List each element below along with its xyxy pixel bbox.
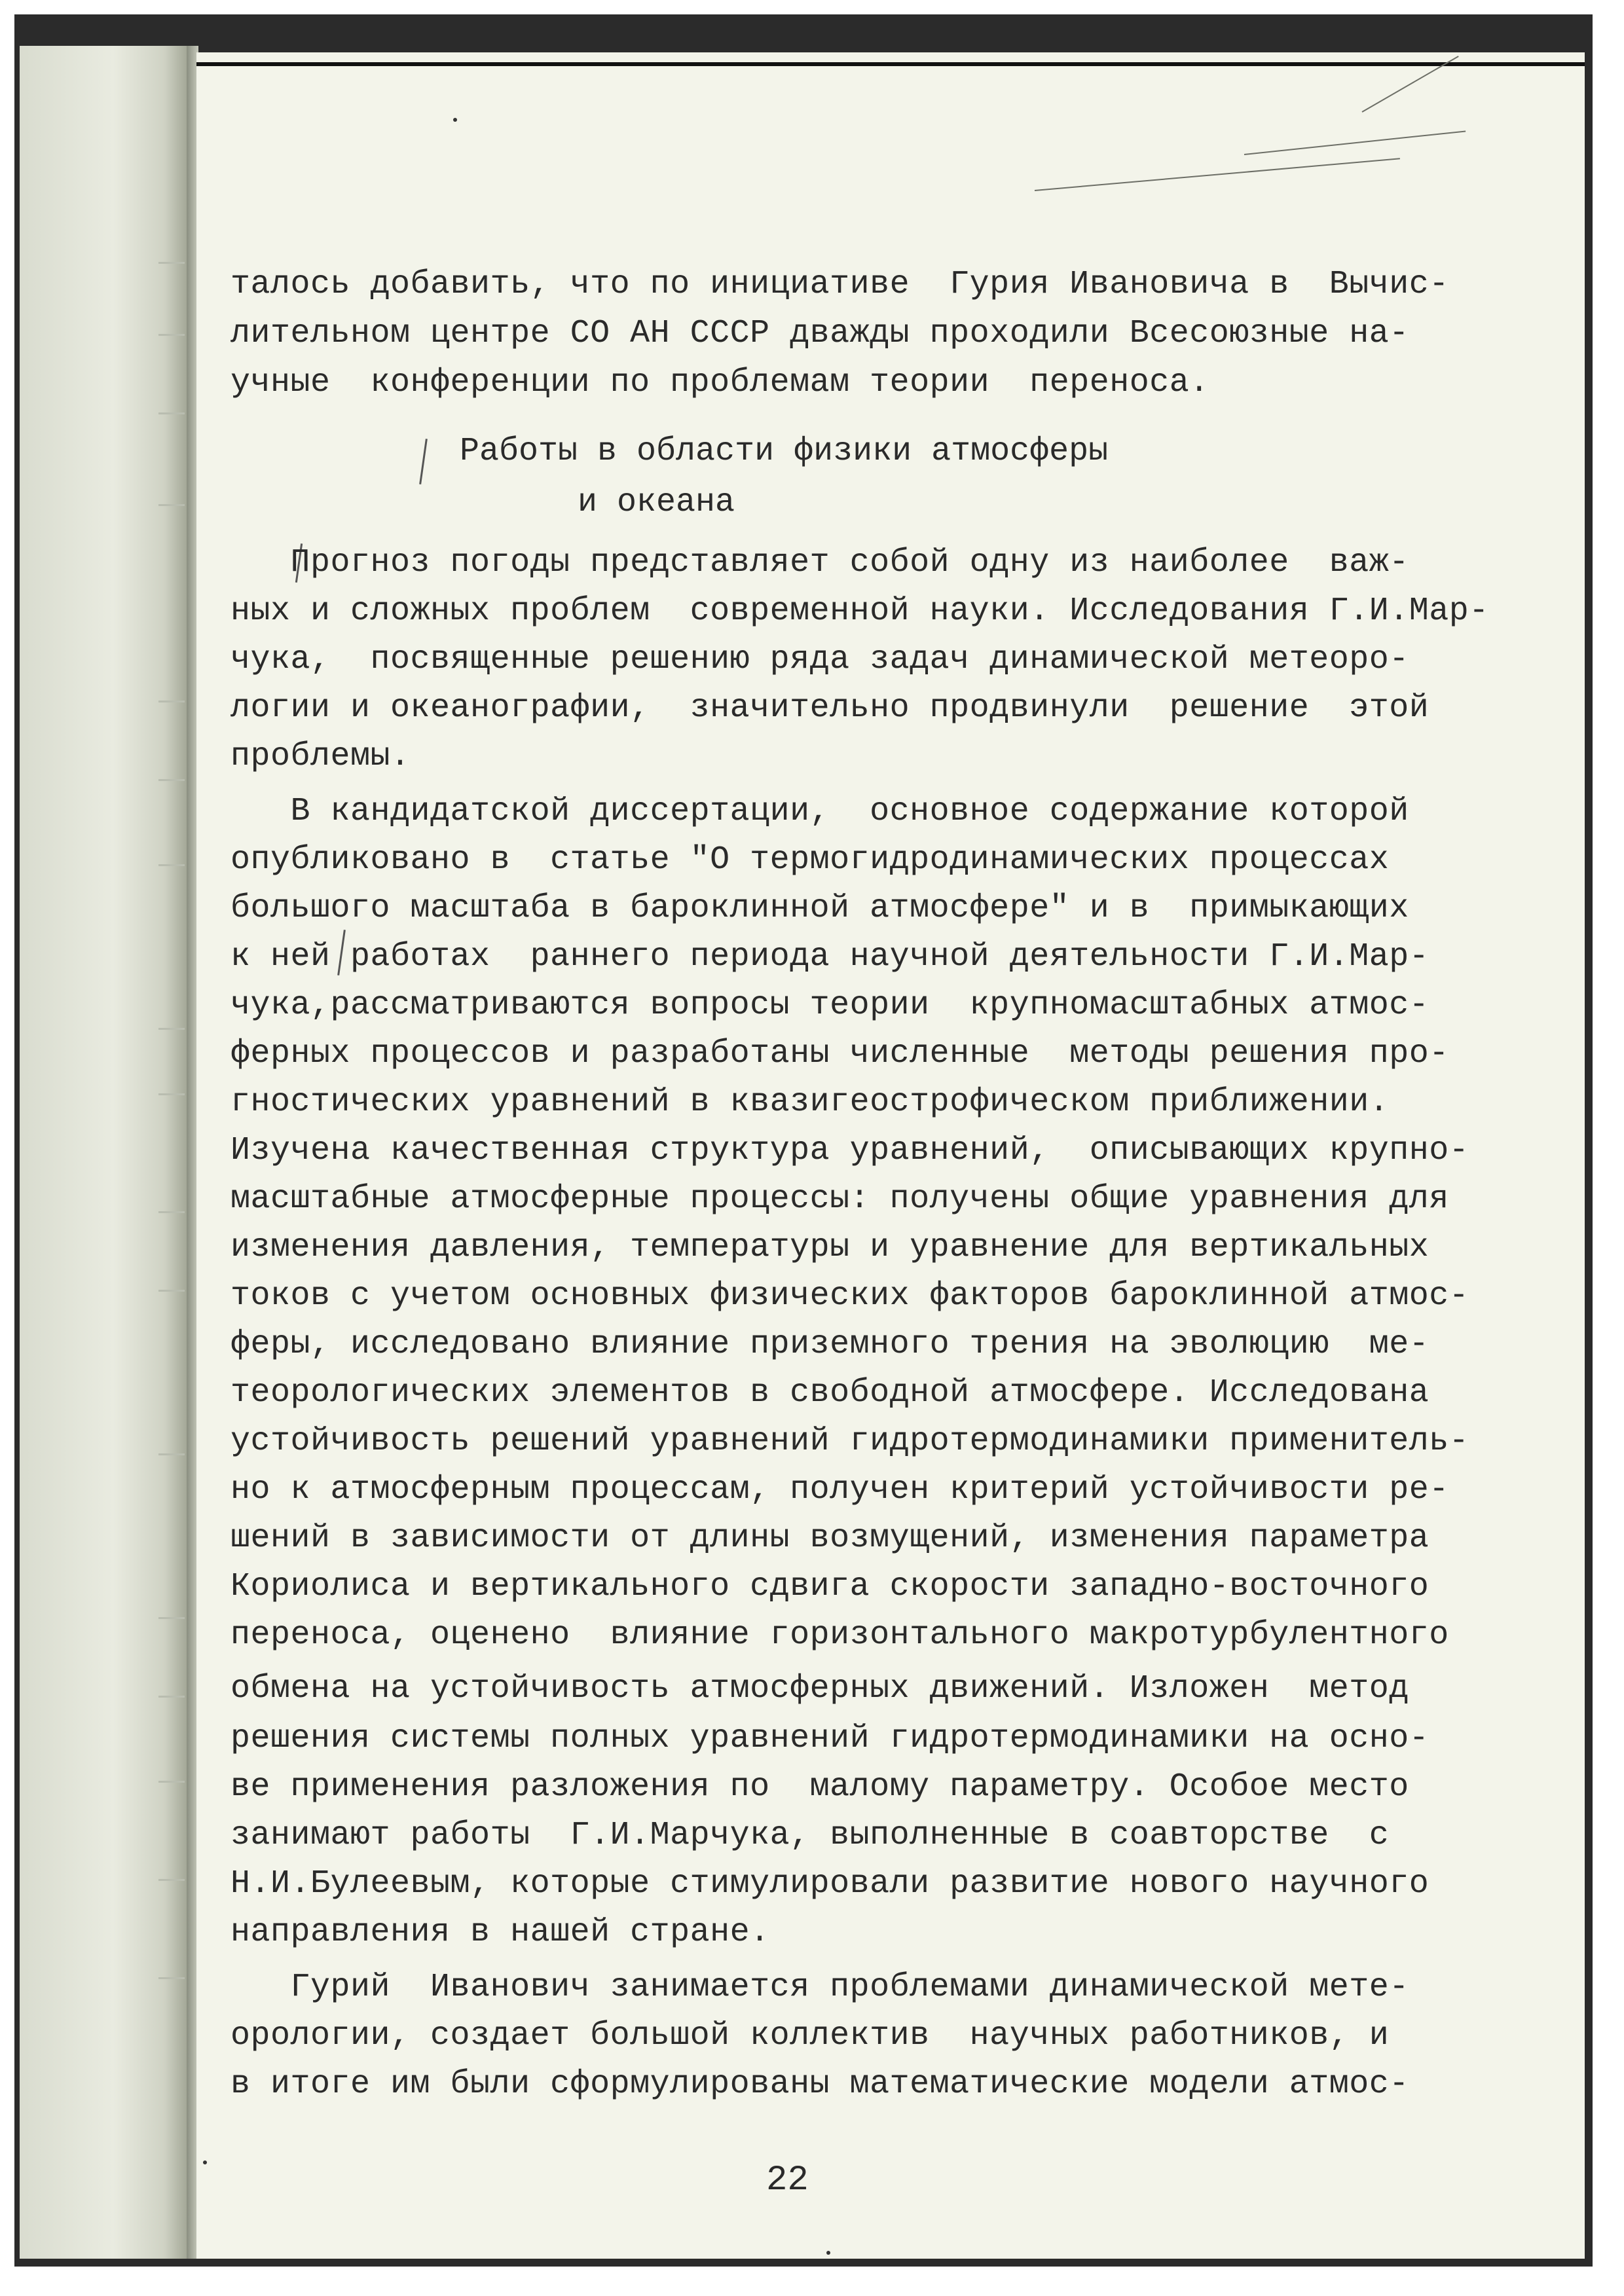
- text-line: чука, посвященные решению ряда задач динамической метеоро-: [231, 641, 1409, 678]
- text-line: феры, исследовано влияние приземного трения на эволюцию ме-: [231, 1326, 1430, 1363]
- page-top-edge: [196, 62, 1585, 66]
- text-line: переноса, оценено влияние горизонтального макротурбулентного: [231, 1616, 1449, 1654]
- page-number: 22: [766, 2160, 809, 2200]
- text-line: занимают работы Г.И.Марчука, выполненные в соавторстве с: [231, 1817, 1390, 1854]
- text-line: изменения давления, температуры и уравнение для вертикальных: [231, 1229, 1430, 1266]
- text-line: ферных процессов и разработаны численные методы решения про-: [231, 1035, 1449, 1072]
- text-line: в итоге им были сформулированы математические модели атмос-: [231, 2066, 1409, 2103]
- text-line: Кориолиса и вертикального сдвига скорости западно-восточного: [231, 1568, 1430, 1605]
- text-line: теорологических элементов в свободной атмосфере. Исследована: [231, 1374, 1430, 1412]
- text-line: решения системы полных уравнений гидротермодинамики на осно-: [231, 1720, 1430, 1757]
- text-line: устойчивость решений уравнений гидротермодинамики применитель-: [231, 1423, 1469, 1460]
- text-line: Прогноз погоды представляет собой одну из наиболее важ-: [231, 544, 1409, 581]
- text-line: направления в нашей стране.: [231, 1914, 770, 1951]
- text-line: Н.И.Булеевым, которые стимулировали развитие нового научного: [231, 1865, 1430, 1903]
- text-line: ных и сложных проблем современной науки. Исследования Г.И.Мар-: [231, 592, 1489, 630]
- text-line: Изучена качественная структура уравнений, описывающих крупно-: [231, 1132, 1469, 1169]
- text-line: ве применения разложения по малому параметру. Особое место: [231, 1768, 1409, 1806]
- text-line: но к атмосферным процессам, получен критерий устойчивости ре-: [231, 1471, 1449, 1508]
- text-line: гностических уравнений в квазигеострофическом приближении.: [231, 1084, 1390, 1121]
- section-title-line1: Работы в области физики атмосферы: [460, 433, 1109, 470]
- speck: [826, 2251, 830, 2255]
- text-line: логии и океанографии, значительно продвинули решение этой: [231, 689, 1430, 727]
- text-line: Гурий Иванович занимается проблемами динамической мете-: [231, 1969, 1409, 2006]
- text-line: В кандидатской диссертации, основное содержание которой: [231, 793, 1409, 830]
- text-line: шений в зависимости от длины возмущений, изменения параметра: [231, 1520, 1430, 1557]
- text-line: лительном центре СО АН СССР дважды проходили Всесоюзные на-: [231, 315, 1409, 352]
- text-line: талось добавить, что по инициативе Гурия Ивановича в Вычис-: [231, 266, 1449, 303]
- section-title-line2: и океана: [578, 484, 735, 521]
- text-line: опубликовано в статье "О термогидродинамических процессах: [231, 841, 1390, 879]
- speck: [203, 2160, 207, 2164]
- facing-page-edge: [20, 46, 190, 2259]
- text-line: большого масштаба в бароклинной атмосфере" и в примыкающих: [231, 890, 1409, 927]
- text-line: учные конференции по проблемам теории переноса.: [231, 364, 1209, 401]
- text-line: орологии, создает большой коллектив научных работников, и: [231, 2017, 1390, 2054]
- text-line: масштабные атмосферные процессы: получены общие уравнения для: [231, 1180, 1449, 1218]
- text-line: чука,рассматриваются вопросы теории крупномасштабных атмос-: [231, 987, 1430, 1024]
- text-line: проблемы.: [231, 738, 411, 775]
- speck: [453, 118, 457, 122]
- text-line: обмена на устойчивость атмосферных движений. Изложен метод: [231, 1670, 1409, 1707]
- text-line: токов с учетом основных физических факторов бароклинной атмос-: [231, 1277, 1469, 1315]
- text-line: к ней работах раннего периода научной деятельности Г.И.Мар-: [231, 938, 1430, 975]
